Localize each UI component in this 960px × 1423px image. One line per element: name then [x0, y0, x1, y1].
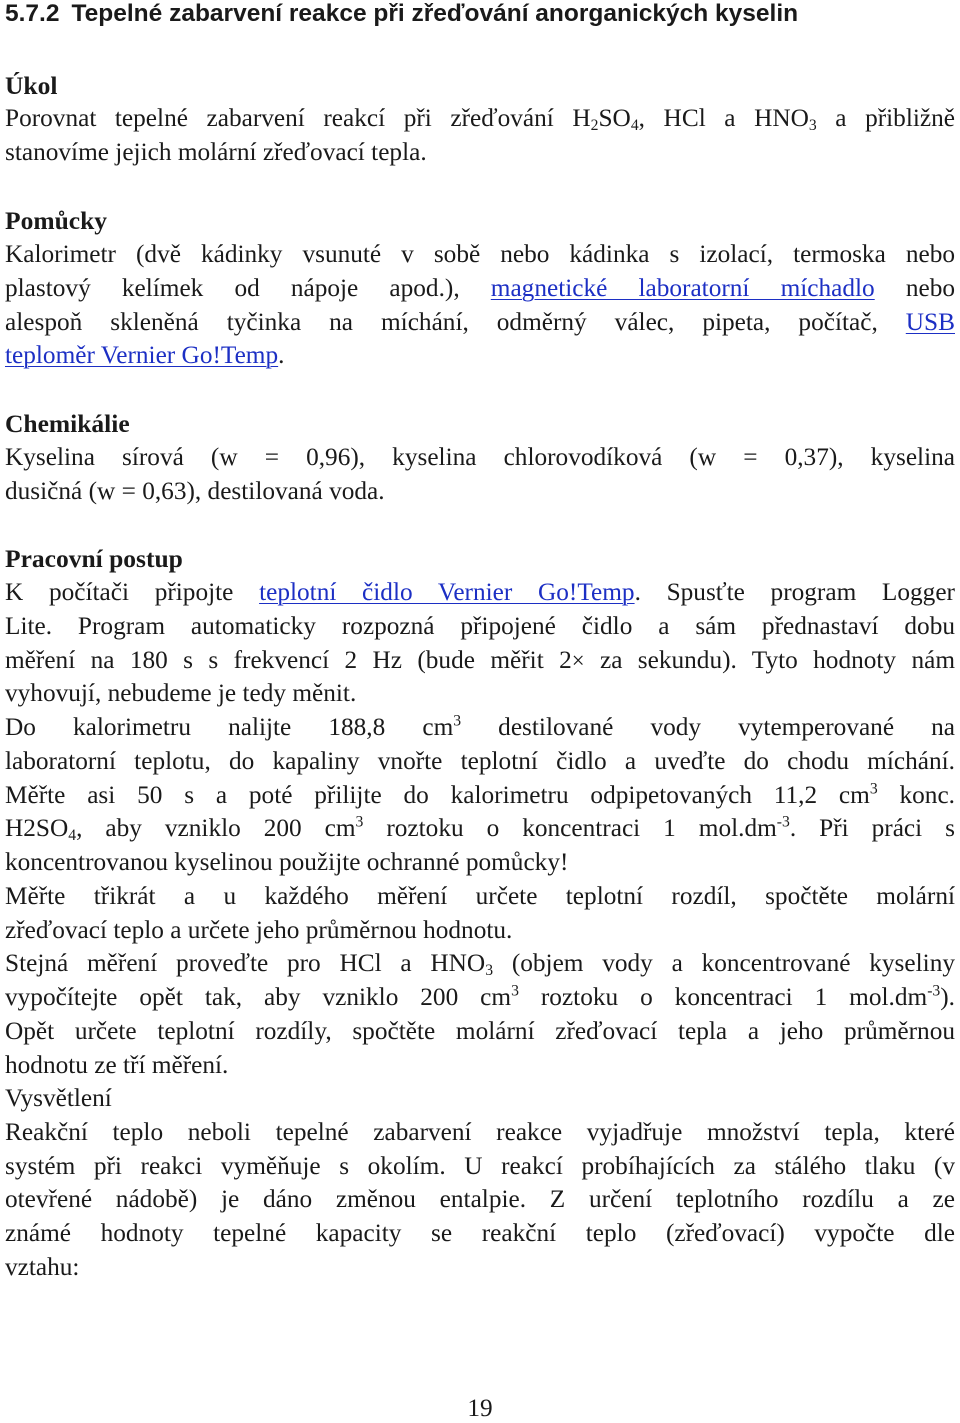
- heading-pracovni-postup: Pracovní postup: [5, 544, 183, 573]
- link-teplotni-cidlo[interactable]: teplotní čidlo Vernier Go!Temp: [259, 578, 635, 606]
- text-line: vypočítejte opět tak, aby vzniklo 200 $cm^3$ roztoku o koncentraci 1 $mol.dm^{-3}$).: [5, 982, 955, 1011]
- link-teplomer-vernier[interactable]: teploměr Vernier Go!Temp: [5, 341, 279, 370]
- link-usb-teplomer[interactable]: USB: [905, 307, 955, 336]
- text-line: Opět určete teplotní rozdíly, spočtěte molární zřeďovací tepla a jeho průměrnou: [5, 1016, 955, 1045]
- paragraph-ukol: [5, 102, 955, 170]
- text-line: Měřte třikrát a u každého měření určete teplotní rozdíl, spočtěte molární: [5, 881, 955, 910]
- paragraph-chemikalie: [5, 441, 955, 509]
- text-line: zřeďovací teplo a určete jeho průměrnou hodnotu.: [5, 915, 513, 944]
- document-page: [5, 0, 955, 1422]
- text-line: Kyselina sírová (w = 0,96), kyselina chlorovodíková (w = 0,37), kyselina: [5, 443, 955, 471]
- text-line: Stejná měření proveďte pro HCl a $HNO_3$ (objem vody a koncentrované kyseliny: [5, 949, 955, 980]
- heading-ukol: Úkol: [5, 71, 58, 100]
- text-line: alespoň skleněná tyčinka na míchání, odměrný válec, pipeta, počítač, USB: [5, 307, 955, 336]
- paragraph-vysvetleni: [5, 1082, 955, 1285]
- text-line: laboratorní teplotu, do kapaliny vnořte teplotní čidlo a uveďte do chodu míchání.: [5, 746, 955, 775]
- times-symbol: ×: [571, 647, 585, 673]
- text-line: koncentrovanou kyselinou použijte ochranné pomůcky!: [5, 848, 569, 876]
- text-line: vztahu:: [5, 1252, 80, 1281]
- text-line: Kalorimetr (dvě kádinky vsunuté v sobě nebo kádinka s izolací, termoska nebo: [5, 240, 955, 268]
- text-line: Porovnat tepelné zabarvení reakcí při zřeďování $H_2SO_4$, HCl a $HNO_3$ a přibližně: [5, 104, 955, 134]
- text-line: vyhovují, nebudeme je tedy měnit.: [5, 679, 357, 708]
- paragraph-pomucky: [5, 238, 955, 373]
- text-line: plastový kelímek od nápoje apod.), magnetické laboratorní míchadlo nebo: [5, 273, 956, 302]
- paragraph-pracovni-postup: [5, 576, 955, 1082]
- text-line: stanovíme jejich molární zřeďovací tepla.: [5, 137, 427, 166]
- text-line: teploměr Vernier Go!Temp.: [5, 341, 285, 370]
- section-heading: [5, 0, 798, 28]
- heading-chemikalie: Chemikálie: [5, 409, 130, 438]
- text-line: Reakční teplo neboli tepelné zabarvení reakce vyjadřuje množství tepla, které: [5, 1117, 955, 1146]
- section-number: 5.7.2: [5, 0, 60, 27]
- page-number: 19: [467, 1394, 493, 1422]
- text-line: K počítači připojte teplotní čidlo Vernier Go!Temp. Spusťte program Logger: [5, 578, 955, 606]
- text-line: systém při reakci vyměňuje s okolím. U reakcí probíhajících za stálého tlaku (v: [5, 1151, 955, 1180]
- text-line: známé hodnoty tepelné kapacity se reakční teplo (zřeďovací) vypočte dle: [5, 1219, 955, 1247]
- text-line: Měřte asi 50 s a poté přilijte do kalorimetru odpipetovaných 11,2 $cm^3$ konc.: [5, 779, 955, 809]
- text-line: měření na 180 s s frekvencí 2 Hz (bude měřit 2× za sekundu). Tyto hodnoty nám: [5, 645, 955, 674]
- heading-vysvetleni: Vysvětlení: [5, 1084, 112, 1112]
- text-line: $H2SO_4$, aby vzniklo 200 $cm^3$ roztoku o koncentraci 1 $mol.dm^{-3}$. Při práci s: [5, 813, 955, 845]
- text-line: dusičná (w = 0,63), destilovaná voda.: [5, 476, 385, 505]
- link-magneticke-michadlo[interactable]: magnetické laboratorní míchadlo: [490, 273, 875, 302]
- heading-pomucky: Pomůcky: [5, 206, 107, 235]
- section-title: Tepelné zabarvení reakce při zřeďování anorganických kyselin: [71, 0, 799, 27]
- text-line: Lite. Program automaticky rozpozná připojené čidlo a sám přednastaví dobu: [5, 611, 955, 640]
- text-line: Do kalorimetru nalijte 188,8 $cm^3$ destilované vody vytemperované na: [5, 712, 956, 741]
- text-line: hodnotu ze tří měření.: [5, 1050, 229, 1079]
- text-line: otevřené nádobě) je dáno změnou entalpie. Z určení teplotního rozdílu a ze: [5, 1185, 955, 1214]
